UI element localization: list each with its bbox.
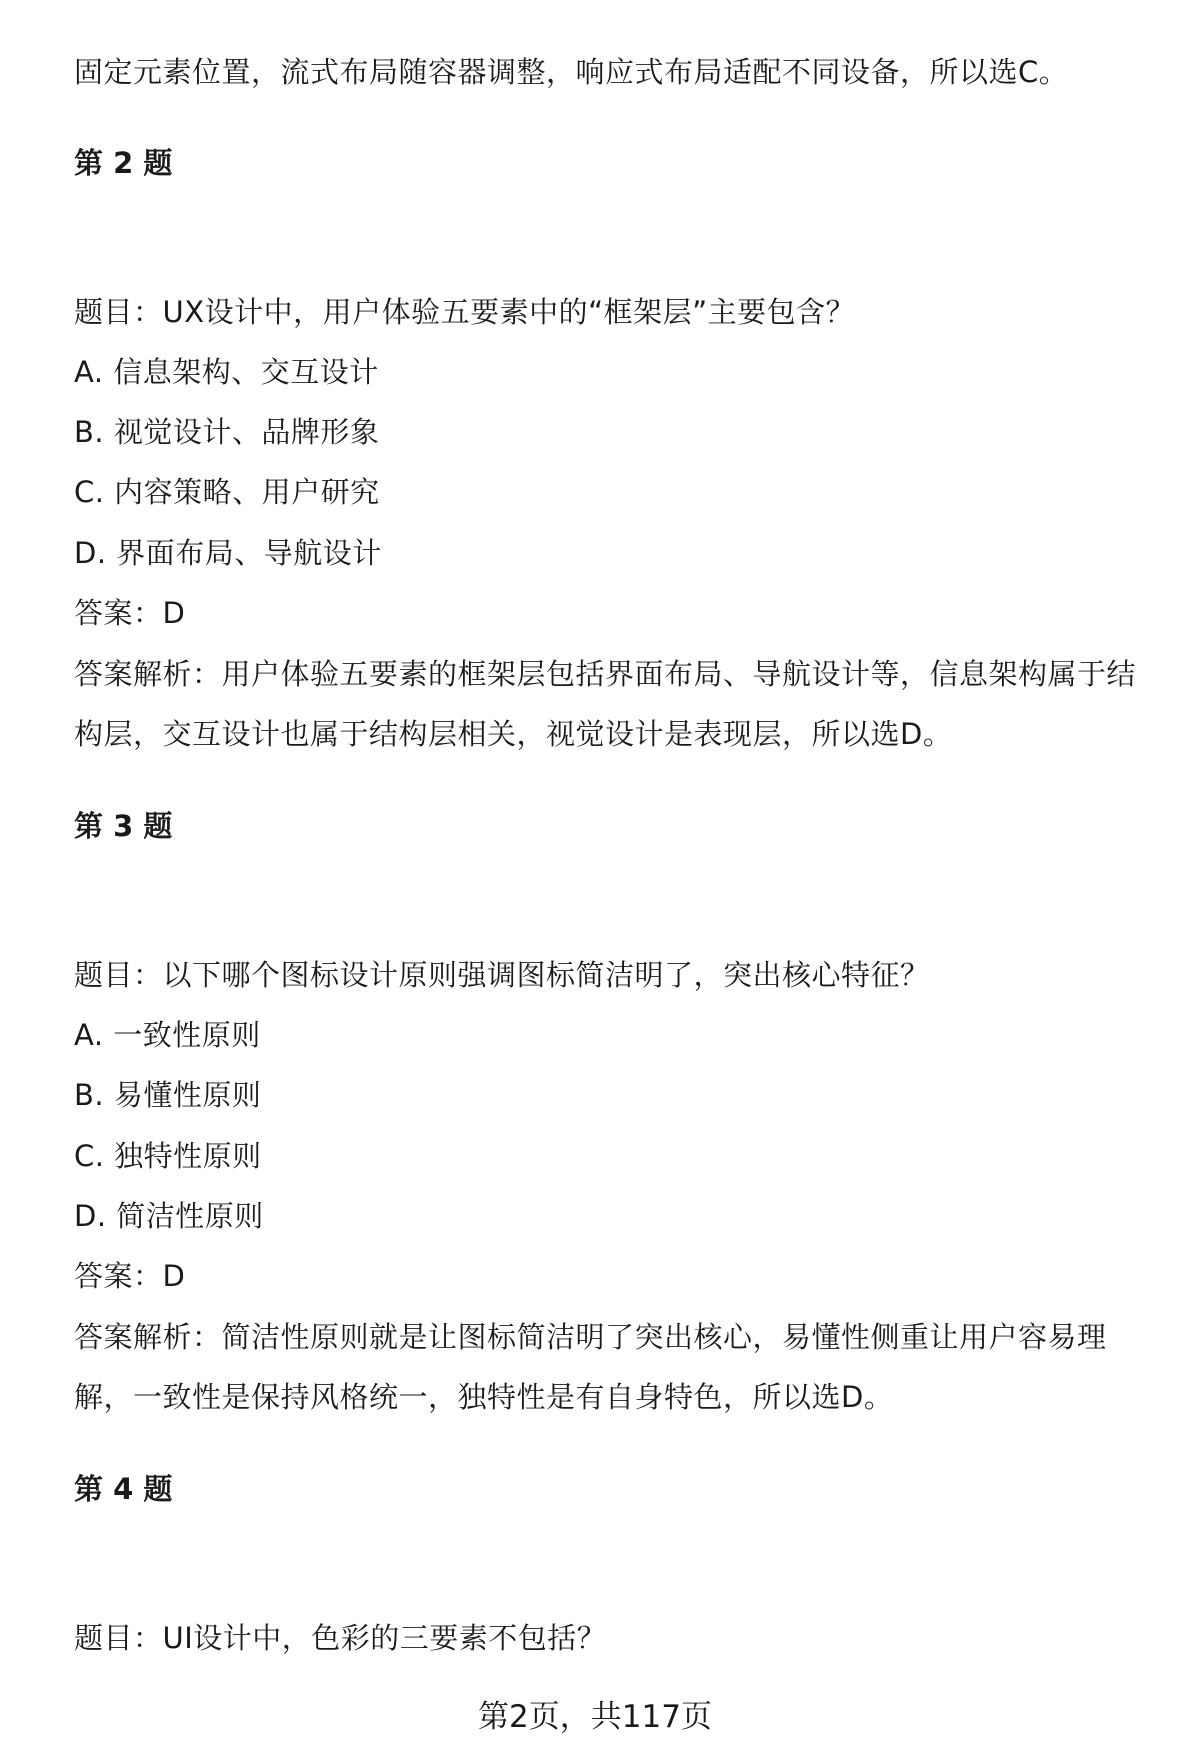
question-4-text: 题目：UI设计中，色彩的三要素不包括？ xyxy=(74,1621,607,1655)
question-3-answer: 答案：D xyxy=(74,1259,186,1293)
question-2-text: 题目：UX设计中，用户体验五要素中的“框架层”主要包含？ xyxy=(74,295,856,329)
question-2-analysis-line-1: 答案解析：用户体验五要素的框架层包括界面布局、导航设计等，信息架构属于结 xyxy=(74,657,1137,691)
question-3-heading: 第 3 题 xyxy=(74,809,173,843)
question-3-option-d: D. 简洁性原则 xyxy=(74,1199,264,1233)
question-2-option-b: B. 视觉设计、品牌形象 xyxy=(74,415,380,449)
question-2-option-a: A. 信息架构、交互设计 xyxy=(74,355,379,389)
previous-explanation-tail: 固定元素位置，流式布局随容器调整，响应式布局适配不同设备，所以选C。 xyxy=(74,55,1069,89)
question-3-analysis-line-2: 解，一致性是保持风格统一，独特性是有自身特色，所以选D。 xyxy=(74,1380,894,1414)
question-2-option-d: D. 界面布局、导航设计 xyxy=(74,536,382,570)
question-3-option-b: B. 易懂性原则 xyxy=(74,1078,262,1112)
question-2-analysis-line-2: 构层，交互设计也属于结构层相关，视觉设计是表现层，所以选D。 xyxy=(74,717,953,751)
question-3-option-c: C. 独特性原则 xyxy=(74,1139,262,1173)
question-3-analysis-line-1: 答案解析：简洁性原则就是让图标简洁明了突出核心，易懂性侧重让用户容易理 xyxy=(74,1320,1107,1354)
question-2-heading: 第 2 题 xyxy=(74,146,173,180)
question-2-answer: 答案：D xyxy=(74,596,186,630)
question-3-option-a: A. 一致性原则 xyxy=(74,1018,261,1052)
question-4-heading: 第 4 题 xyxy=(74,1472,173,1506)
page-indicator: 第2页，共117页 xyxy=(478,1699,712,1735)
question-2-option-c: C. 内容策略、用户研究 xyxy=(74,475,380,509)
question-3-text: 题目：以下哪个图标设计原则强调图标简洁明了，突出核心特征？ xyxy=(74,958,930,992)
